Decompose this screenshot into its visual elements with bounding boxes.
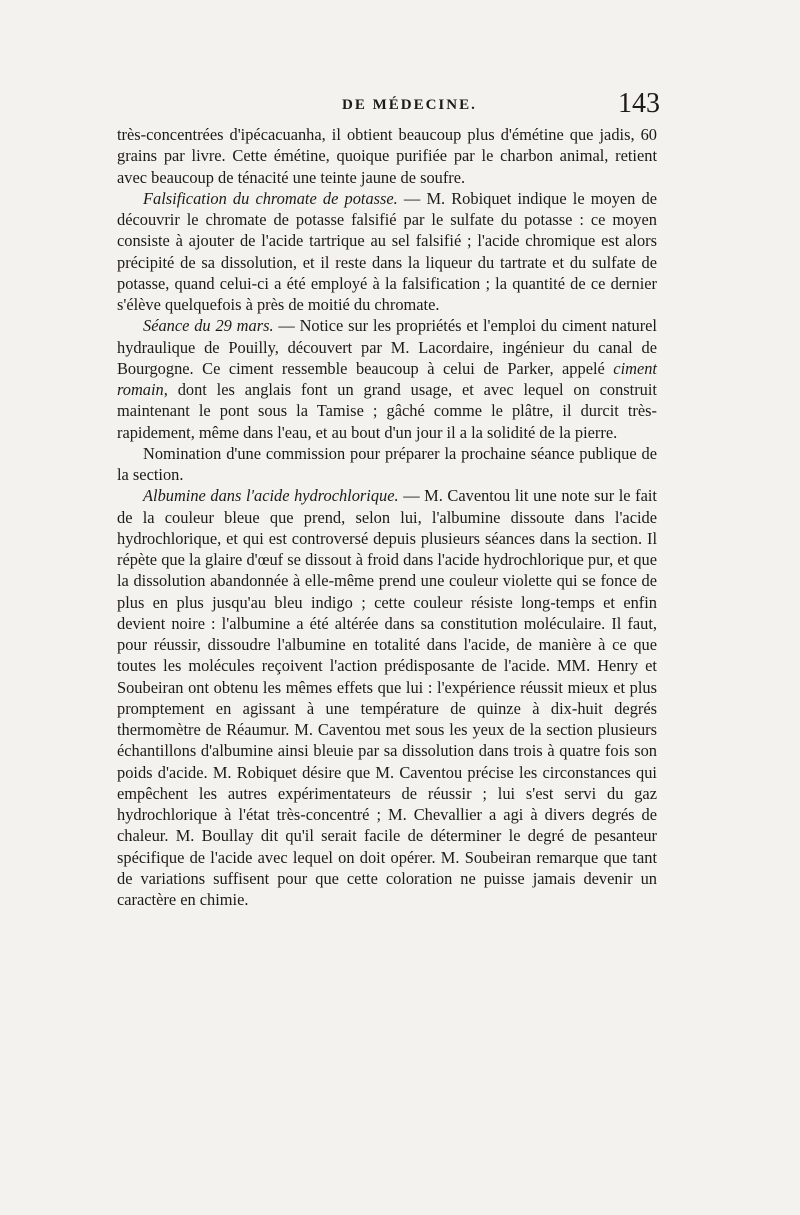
paragraph-chromate	[117, 188, 657, 316]
paragraph-seance	[117, 315, 657, 443]
paragraph-seance-text-b: , dont les anglais font un grand usage, et avec lequel on construit maintenant le pont sous la Tamise ; gâché comme le plâtre, il durcit très-rapidement, même dans l'eau, et au bout d'un jour il a la solidité de la pierre.	[117, 380, 657, 442]
section-heading-albumine: Albumine dans l'acide hydrochlorique.	[143, 486, 399, 506]
paragraph-chromate-text: — M. Robiquet indique le moyen de découvrir le chromate de potasse falsifié par le sulfate du potasse : ce moyen consiste à ajouter de l'acide tartrique au sel falsifié ; l'acide chromique est alors précipité de sa dissolution, et il reste dans la liqueur du tartrate et du sulfate de potasse, quand celui-ci a été employé à la falsification ; la quantité de ce dernier s'élève quelquefois à près de moitié du chromate.	[117, 188, 657, 314]
ciment-romain-term: ciment romain	[117, 358, 657, 399]
paragraph-albumine	[117, 485, 657, 910]
body-text	[117, 124, 657, 910]
paragraph-seance-text-a: — Notice sur les propriétés et l'emploi du ciment naturel hydraulique de Pouilly, découvert par M. Lacordaire, ingénieur du canal de Bourgogne. Ce ciment ressemble beaucoup à celui de Parker, appelé	[117, 316, 657, 378]
section-heading-chromate: Falsification du chromate de potasse.	[143, 188, 398, 208]
running-title: DE MÉDECINE.	[342, 97, 477, 113]
page-number: 143	[618, 88, 660, 119]
paragraph-emetine: très-concentrées d'ipécacuanha, il obtient beaucoup plus d'émétine que jadis, 60 grains par livre. Cette émétine, quoique purifiée par le charbon animal, retient avec beaucoup de ténacité une teinte jaune de soufre.	[117, 125, 657, 187]
paragraph-nomination: Nomination d'une commission pour préparer la prochaine séance publique de la section.	[117, 443, 657, 484]
paragraph-albumine-text: — M. Caventou lit une note sur le fait de la couleur bleue que prend, selon lui, l'albumine dissoute dans l'acide hydrochlorique, et qui est controversé depuis plusieurs séances dans la section. Il répète que la glaire d'œuf se dissout à froid dans l'acide hydrochlorique pur, et que la dissolution abandonnée à elle-même prend une couleur violette qui se fonce de plus en plus jusqu'au bleu indigo ; cette couleur résiste long-temps et enfin devient noire : l'albumine a été altérée dans sa constitution moléculaire. Il faut, pour réussir, dissoudre l'albumine en totalité dans l'acide, de manière à ce que toutes les molécules reçoivent l'action prédisposante de l'acide. MM. Henry et Soubeiran ont obtenu les mêmes effets que lui : l'expérience réussit mieux et plus promptement en agissant à une température de quinze à dix-huit degrés thermomètre de Réaumur. M. Caventou met sous les yeux de la section plusieurs échantillons d'albumine ainsi bleuie par sa dissolution dans trois à quatre fois son poids d'acide. M. Robiquet désire que M. Caventou précise les circonstances qui empêchent les autres expérimentateurs de réussir ; lui s'est servi du gaz hydrochlorique à l'état très-concentré ; M. Chevallier a agi à divers degrés de chaleur. M. Boullay dit qu'il serait facile de déterminer le degré de pesanteur spécifique de l'acide avec lequel on doit opérer. M. Soubeiran remarque que tant de variations suffisent pour que cette coloration ne puisse jamais devenir un caractère en chimie.	[117, 486, 657, 909]
section-heading-seance: Séance du 29 mars.	[143, 316, 274, 336]
